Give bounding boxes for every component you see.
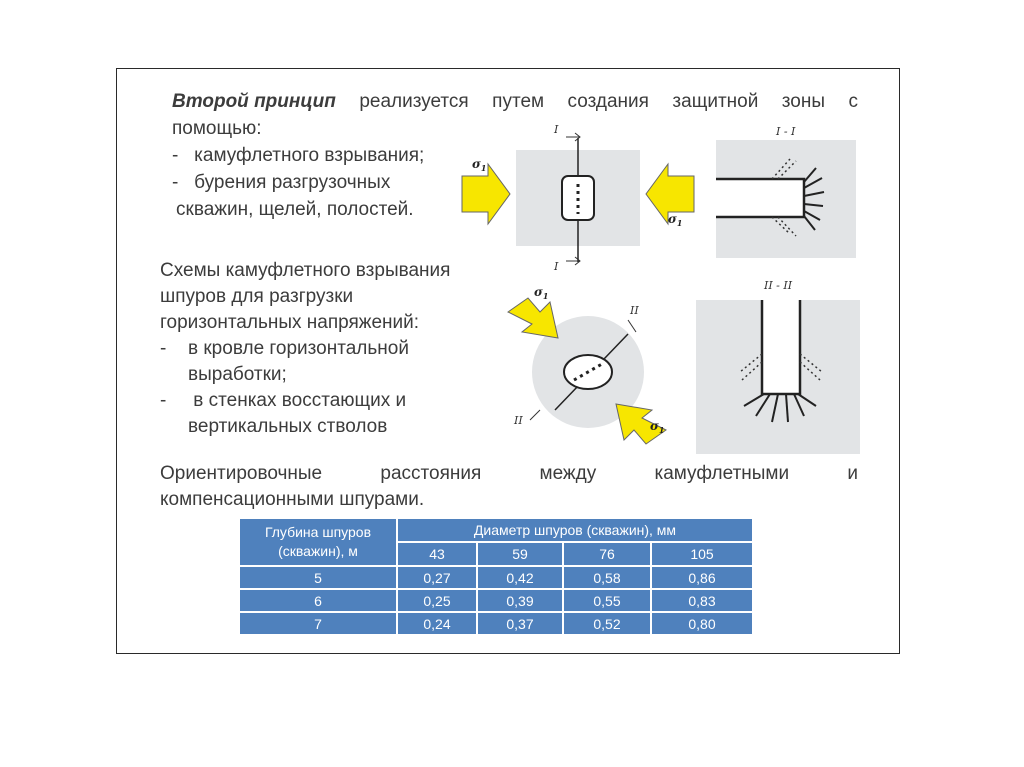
schemes-dash: -	[160, 390, 167, 411]
diameter-cell: 43	[397, 542, 477, 566]
drift-opening	[716, 179, 804, 217]
schemes-item: выработки;	[188, 364, 287, 385]
intro-item: - бурения разгрузочных	[172, 172, 391, 193]
table-row	[239, 566, 753, 589]
value-cell: 0,37	[477, 612, 563, 635]
diameter-header: Диаметр шпуров (скважин), мм	[397, 518, 753, 542]
section-label: II	[630, 304, 639, 317]
section-label: I - I	[776, 125, 796, 138]
intro-line-1	[172, 90, 858, 114]
intro-word: путем	[492, 91, 545, 112]
value-cell: 0,58	[563, 566, 651, 589]
figure-section-II-II	[696, 276, 862, 454]
section-label: I	[554, 260, 559, 270]
orient-word: и	[847, 463, 858, 484]
orient-word: Ориентировочные	[160, 463, 323, 484]
orient-word: камуфлетными	[654, 463, 790, 484]
value-cell: 0,83	[651, 589, 753, 612]
intro-word: создания	[567, 91, 649, 112]
orient-line-1	[160, 462, 858, 486]
intro-word: реализуется	[359, 91, 469, 112]
diameter-cell: 105	[651, 542, 753, 566]
value-cell: 0,52	[563, 612, 651, 635]
intro-word: зоны	[781, 91, 825, 112]
intro-item: - камуфлетного взрывания;	[172, 145, 425, 166]
intro-line-2: помощью:	[172, 118, 262, 139]
value-cell: 0,39	[477, 589, 563, 612]
orient-line-2: компенсационными шпурами.	[160, 489, 425, 510]
intro-word: с	[848, 91, 858, 112]
depth-header: Глубина шпуров (скважин), м	[239, 518, 397, 566]
value-cell: 0,55	[563, 589, 651, 612]
section-arrow	[628, 320, 636, 332]
depth-cell: 6	[239, 589, 397, 612]
schemes-line: Схемы камуфлетного взрывания	[160, 260, 451, 281]
sigma-label: $\sigma_1$	[534, 285, 549, 301]
value-cell: 0,25	[397, 589, 477, 612]
schemes-item: вертикальных стволов	[188, 416, 388, 437]
depth-cell: 5	[239, 566, 397, 589]
figure-section-I-I	[716, 124, 856, 258]
section-arrow	[530, 410, 540, 420]
stress-arrow	[462, 164, 510, 224]
section-label: II - II	[764, 279, 793, 292]
intro-item: скважин, щелей, полостей.	[176, 199, 414, 220]
orient-word: расстояния	[380, 463, 482, 484]
diameter-cell: 59	[477, 542, 563, 566]
sigma-label: $\sigma_1$	[650, 419, 665, 435]
intro-word: защитной	[672, 91, 759, 112]
intro-bold: Второй принцип	[172, 91, 336, 112]
schemes-item: в стенках восстающих и	[188, 390, 407, 411]
table-row	[239, 589, 753, 612]
shaft-opening	[762, 300, 800, 394]
figure-camouflet-roof	[458, 120, 698, 270]
sigma-label: $\sigma_1$	[472, 157, 487, 173]
value-cell: 0,42	[477, 566, 563, 589]
schemes-item: в кровле горизонтальной	[188, 338, 409, 359]
schemes-line: горизонтальных напряжений:	[160, 312, 420, 333]
diameter-cell: 76	[563, 542, 651, 566]
value-cell: 0,24	[397, 612, 477, 635]
stress-arrow	[508, 298, 558, 338]
value-cell: 0,27	[397, 566, 477, 589]
table-row	[239, 612, 753, 635]
sigma-label: $\sigma_1$	[668, 212, 683, 228]
section-label: II	[514, 414, 523, 427]
depth-cell: 7	[239, 612, 397, 635]
section-label: I	[554, 123, 559, 136]
orient-word: между	[539, 463, 597, 484]
schemes-dash: -	[160, 338, 167, 359]
schemes-line: шпуров для разгрузки	[160, 286, 354, 307]
value-cell: 0,80	[651, 612, 753, 635]
distance-table	[238, 517, 754, 636]
value-cell: 0,86	[651, 566, 753, 589]
figure-camouflet-shaft	[500, 280, 690, 456]
